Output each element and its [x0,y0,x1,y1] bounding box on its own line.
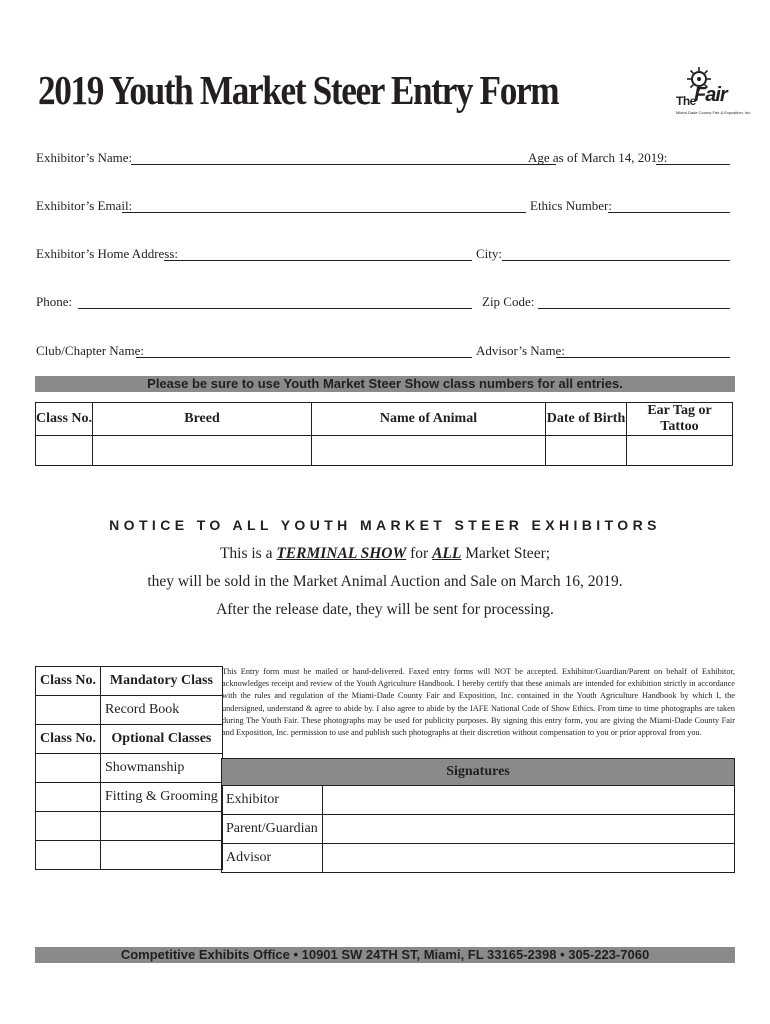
phone-label: Phone: [36,294,73,309]
all-text: ALL [432,545,462,562]
zip-label: Zip Code: [482,294,535,309]
logo-fair-text: Fair [694,84,727,106]
email-label: Exhibitor’s Email: [36,198,133,213]
notice-line-1-post: Market Steer; [461,545,551,562]
date-of-birth-cell[interactable] [546,436,627,466]
record-book-class-no[interactable] [36,696,101,725]
footer-contact-bar: Competitive Exhibits Office • 10901 SW 24TH ST, Miami, FL 33165-2398 • 305-223-7060 [35,947,735,963]
table-row [36,436,733,466]
advisor-label: Advisor’s Name: [476,343,565,358]
ear-tag-cell[interactable] [627,436,733,466]
col-ear-tag: Ear Tag or Tattoo [627,403,733,436]
class-header-row [36,667,223,696]
col-breed: Breed [93,403,312,436]
city-field[interactable] [502,260,730,261]
breed-cell[interactable] [93,436,312,466]
col-class-no: Class No. [36,403,93,436]
optional-class-no-header: Class No. [36,725,101,754]
table-row [36,696,223,725]
col-name-of-animal: Name of Animal [312,403,546,436]
entry-table [35,402,733,466]
class-notice-bar: Please be sure to use Youth Market Steer Show class numbers for all entries. [35,376,735,392]
exhibitor-name-field[interactable] [131,164,556,165]
showmanship-class-no[interactable] [36,754,101,783]
advisor-name-field[interactable] [556,357,730,358]
notice-line-3: After the release date, they will be sent for processing. [216,601,554,618]
extra-class-no-2[interactable] [36,841,101,870]
fitting-class-no[interactable] [36,783,101,812]
club-chapter-field[interactable] [136,357,472,358]
class-table [35,666,223,870]
notice-heading: NOTICE TO ALL YOUTH MARKET STEER EXHIBITORS [109,517,661,533]
name-of-animal-cell[interactable] [312,436,546,466]
signatures-table [221,758,735,873]
table-row [222,844,735,873]
notice-line-1-mid: for [406,545,433,562]
phone-field[interactable] [78,308,472,309]
parent-signature-label: Parent/Guardian [222,815,323,844]
age-field[interactable] [656,164,730,165]
optional-classes-header: Optional Classes [101,725,223,754]
advisor-signature-label: Advisor [222,844,323,873]
table-row [222,786,735,815]
terminal-show-text: TERMINAL SHOW [276,545,407,562]
exhibitor-name-label: Exhibitor’s Name: [36,150,133,165]
ethics-label: Ethics Number: [530,198,612,213]
class-no-header: Class No. [36,667,101,696]
extra-class-2[interactable] [101,841,223,870]
zip-code-field[interactable] [538,308,730,309]
mandatory-class-header: Mandatory Class [101,667,223,696]
optional-header-row [36,725,223,754]
entry-table-header [36,403,733,436]
table-row [36,841,223,870]
extra-class-no-1[interactable] [36,812,101,841]
city-label: City: [476,246,503,261]
signatures-heading: Signatures [222,759,735,786]
notice-line-2: they will be sold in the Market Animal Auction and Sale on March 16, 2019. [147,573,623,590]
age-label: Age as of March 14, 2019: [528,150,668,165]
form-title: 2019 Youth Market Steer Entry Form [38,67,559,113]
address-field[interactable] [164,260,472,261]
extra-class-1[interactable] [101,812,223,841]
parent-signature-field[interactable] [322,815,734,844]
record-book-label: Record Book [101,696,223,725]
ethics-number-field[interactable] [608,212,730,213]
fitting-grooming-label: Fitting & Grooming [101,783,223,812]
logo-the-text: The [676,94,696,108]
showmanship-label: Showmanship [101,754,223,783]
exhibitor-signature-field[interactable] [322,786,734,815]
exhibitor-signature-label: Exhibitor [222,786,323,815]
address-label: Exhibitor’s Home Address: [36,246,179,261]
notice-line-1-pre: This is a [219,545,277,562]
youth-fair-logo [676,66,752,132]
table-row [36,783,223,812]
legal-text: This Entry form must be mailed or hand-delivered. Faxed entry forms will NOT be accepted. Exhibitor/Guardian/Parent on behalf of Exhibitor, acknowledges receipt and review of the Youth Agriculture Handbook. I hereby certify that these animals are intended for exhibition strictly in accordance with the rules and regulation of the Miami-Dade County Fair and Exposition, Inc. contained in the Youth Agriculture Handbook by which I, the undersigned, understand & agree to abide by. I also agree to abide by the IAFE National Code of Show Ethics. From time to time photographs are taken during The Youth Fair. These photographs may be used for publicity purposes. By signing this entry form, you are giving the Miami-Dade County Fair and Exposition, Inc. permission to use and publish such photographs at their discretion without compensation to you or prior approval from you. [222,667,735,738]
table-row [36,754,223,783]
advisor-signature-field[interactable] [322,844,734,873]
notice-line-1 [0,545,770,563]
table-row [36,812,223,841]
table-row [222,815,735,844]
class-no-cell[interactable] [36,436,93,466]
email-field[interactable] [122,212,526,213]
col-date-of-birth: Date of Birth [546,403,627,436]
logo-subtitle: Miami-Dade County Fair & Exposition, Inc. [676,110,752,115]
club-label: Club/Chapter Name: [36,343,144,358]
